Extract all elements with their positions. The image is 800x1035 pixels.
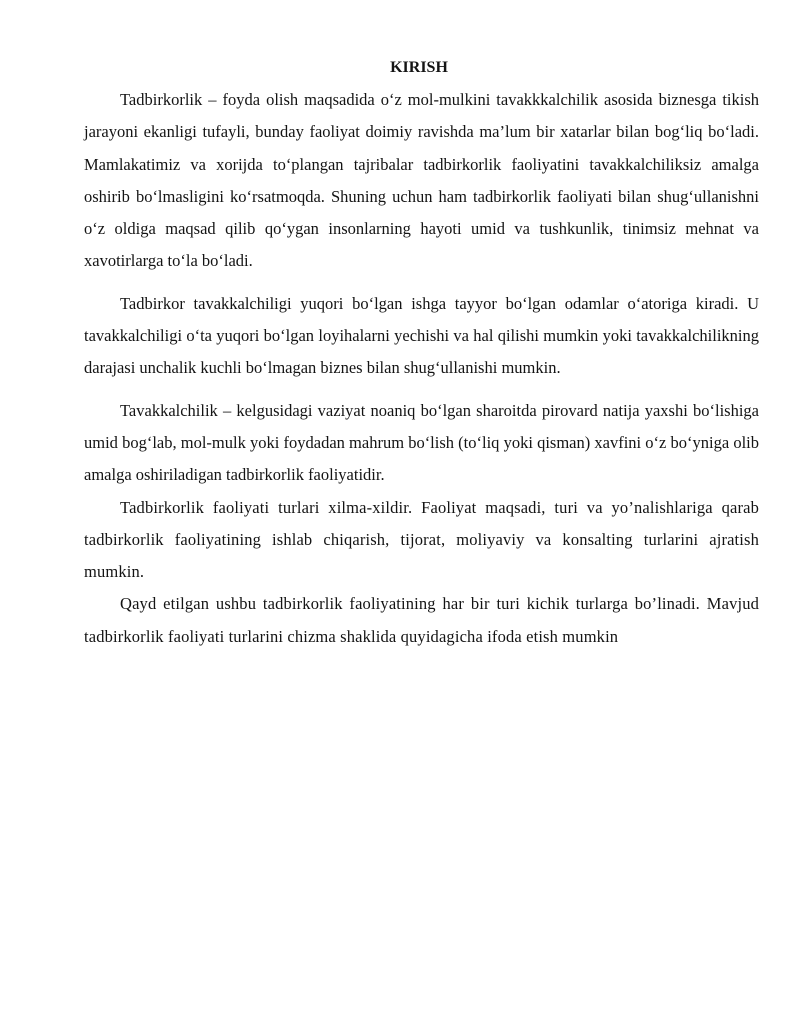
document-page: [84, 52, 759, 653]
paragraph-5: Qayd etilgan ushbu tadbirkorlik faoliyatining har bir turi kichik turlarga bo’linadi. Mavjud tadbirkorlik faoliyati turlarini chizma shaklida quyidagicha ifoda etish mumkin: [84, 594, 759, 646]
paragraph-1: Tadbirkorlik – foyda olish maqsadida o‘z mol-mulkini tavakkkalchilik asosida biznesga tikish jarayoni ekanligi tufayli, bunday faoliyat doimiy ravishda ma’lum bir xatarlar bilan bog‘liq bo‘ladi. Mamlakatimiz va xorijda to‘plangan tajribalar tadbirkorlik faoliyatini tavakkalchiliksiz amalga oshirib bo‘lmasligini ko‘rsatmoqda. Shuning uchun ham tadbirkorlik faoliyati bilan shug‘ullanishni o‘z oldiga maqsad qilib qo‘ygan insonlarning hayoti umid va tushkunlik, tinimsiz mehnat va xavotirlarga to‘la bo‘ladi.: [84, 90, 759, 271]
paragraph-3: Tavakkalchilik – kelgusidagi vaziyat noaniq bo‘lgan sharoitda pirovard natija yaxshi bo‘lishiga umid bog‘lab, mol-mulk yoki foydadan mahrum bo‘lish (to‘liq yoki qisman) xavfini o‘z bo‘yniga olib amalga oshiriladigan tadbirkorlik faoliyatidir.: [84, 400, 759, 485]
page-title: KIRISH: [390, 59, 448, 76]
paragraph-2: Tadbirkor tavakkalchiligi yuqori bo‘lgan ishga tayyor bo‘lgan odamlar o‘atoriga kiradi. U tavakkalchiligi o‘ta yuqori bo‘lgan loyihalarni yechishi va hal qilishi mumkin yoki tavakkalchilikning darajasi unchalik kuchli bo‘lmagan biznes bilan shug‘ullanishi mumkin.: [84, 293, 759, 378]
paragraph-4: Tadbirkorlik faoliyati turlari xilma-xildir. Faoliyat maqsadi, turi va yo’nalishlariga qarab tadbirkorlik faoliyatining ishlab chiqarish, tijorat, moliyaviy va konsalting turlarini ajratish mumkin.: [84, 497, 759, 582]
